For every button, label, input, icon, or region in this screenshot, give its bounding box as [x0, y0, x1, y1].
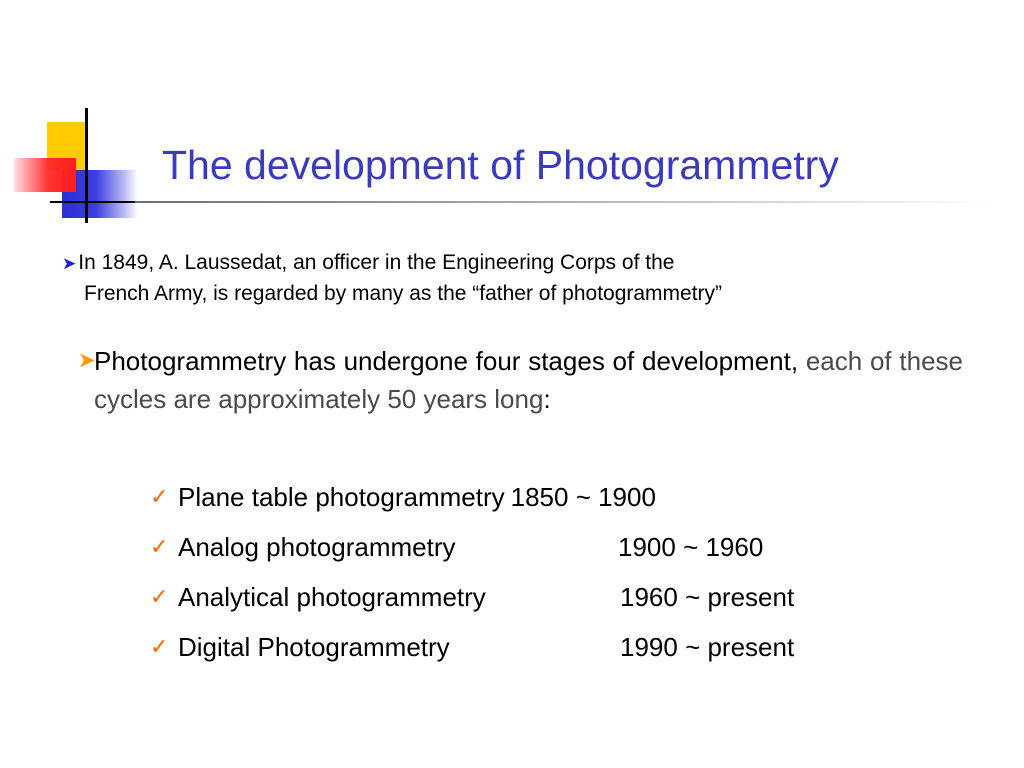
stage-years: 1900 ~ 1960 — [618, 532, 764, 562]
main-bullet-text — [94, 342, 963, 418]
slide-title: The development of Photogrammetry — [162, 142, 839, 188]
stage-name: Plane table photogrammetry — [178, 482, 505, 512]
checkmark-icon: ✓ — [150, 584, 169, 609]
checkmark-icon: ✓ — [150, 534, 169, 559]
intro-line-2: French Army, is regarded by many as the “father of photogrammetry” — [84, 282, 723, 305]
list-item — [150, 622, 794, 672]
list-item — [150, 572, 794, 622]
stages-list — [150, 472, 794, 672]
checkmark-icon: ✓ — [150, 634, 169, 659]
intro-line-1: In 1849, A. Laussedat, an officer in the Engineering Corps of the — [78, 251, 675, 274]
stage-name: Analytical photogrammetry — [178, 582, 486, 612]
main-bullet — [78, 342, 963, 418]
list-item — [150, 472, 794, 522]
main-text-end: : — [543, 384, 551, 414]
stage-years: 1850 ~ 1900 — [510, 482, 656, 512]
arrow-bullet-icon: ➤ — [78, 349, 96, 372]
stage-years: 1990 ~ present — [620, 632, 795, 662]
checkmark-icon: ✓ — [150, 484, 169, 509]
title-divider — [135, 201, 995, 203]
intro-paragraph — [62, 248, 954, 309]
main-text-black: Photogrammetry has undergone four stages of development, — [94, 346, 799, 376]
logo-horizontal-line — [50, 201, 140, 203]
logo-red-bar — [14, 158, 76, 192]
stage-name: Analog photogrammetry — [178, 532, 456, 562]
logo-vertical-line — [85, 108, 88, 223]
stage-name: Digital Photogrammetry — [178, 632, 450, 662]
arrow-bullet-icon: ➤ — [62, 254, 77, 273]
list-item — [150, 522, 794, 572]
main-text-gray: each of these cycles are approximately 50 years long — [94, 346, 963, 414]
stage-years: 1960 ~ present — [620, 582, 795, 612]
